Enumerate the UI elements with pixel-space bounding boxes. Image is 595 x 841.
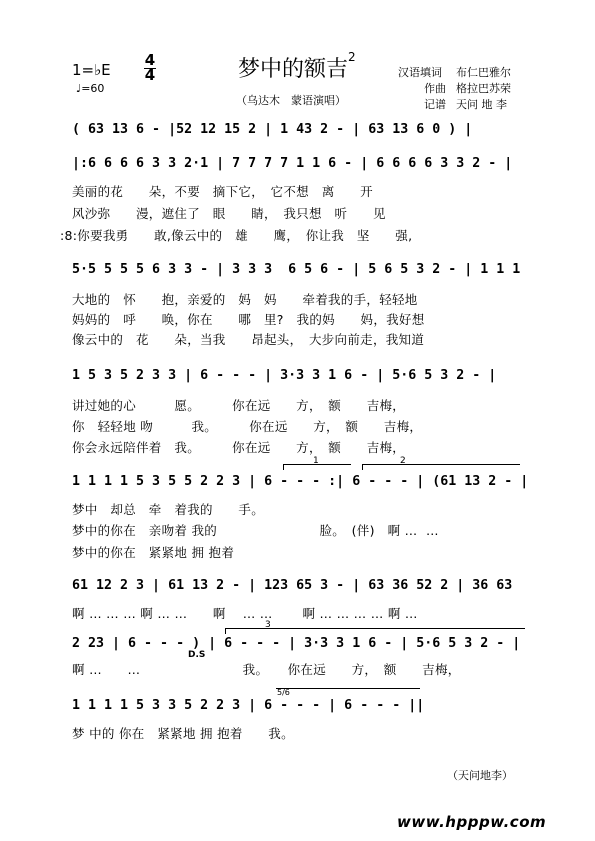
lyric-line-6: 啊 … … 我。 你在远 方， 额 吉梅， (72, 662, 461, 677)
lyric-line-7: 梦 中的 你在 紧紧地 拥 抱着 我。 (72, 726, 294, 741)
website-watermark: www.hpppw.com (397, 813, 547, 831)
ending-2-number: 2 (400, 456, 406, 466)
music-line-5: 1 1 1 1 5 3 5 5 2 2 3 | 6 - - - :| 6 - - - | (61 13 2 - | (72, 474, 529, 489)
title-superscript: 2 (348, 50, 356, 64)
lyric-line-4-verse-2: 梦中的你在 亲吻着 我的 脸。 (伴) 啊 … … (72, 523, 439, 538)
ending-3-number: 3 (265, 620, 271, 630)
credit-value-composer: 格拉巴苏荣 (456, 82, 511, 95)
lyric-line-3-verse-3: 你会永远陪伴着 我。 你在远 方， 额 吉梅， (72, 440, 406, 455)
fermata-number: 5/6 (277, 688, 290, 697)
music-line-3: 5·5 5 5 5 6 3 3 - | 3 3 3 6 5 6 - | 5 6 5 3 2 - | 1 1 1 (72, 262, 521, 277)
music-line-4: 1 5 3 5 2 3 3 | 6 - - - | 3·3 3 1 6 - | 5·6 5 3 2 - | (72, 368, 497, 383)
final-slur (276, 688, 420, 689)
credit-value-transcriber: 天问 地 李 (456, 98, 507, 111)
music-line-6: 61 12 2 3 | 61 13 2 - | 123 65 3 - | 63 36 52 2 | 36 63 (72, 578, 513, 593)
music-line-7: 2 23 | 6 - - - ) | 6 - - - | 3·3 3 1 6 - | 5·6 5 3 2 - | (72, 636, 521, 651)
lyric-line-5: 啊 … … … 啊 … … 啊 … … 啊 … … … … 啊 … (72, 606, 418, 621)
lyric-line-2-verse-1: 大地的 怀 抱，亲爱的 妈 妈 牵着我的手，轻轻地 (72, 292, 418, 307)
credit-label-composer: 作曲 (424, 82, 446, 95)
lyric-line-4-verse-3: 梦中的你在 紧紧地 拥 抱着 (72, 545, 235, 560)
lyric-line-3-verse-1: 讲过她的心 愿。 你在远 方， 额 吉梅， (72, 398, 406, 413)
key-signature: 1=♭E (72, 61, 111, 79)
signature: （天问地李） (447, 769, 513, 782)
ds-mark: D.S (188, 650, 206, 660)
lyric-line-4-verse-1: 梦中 却总 牵 着我的 手。 (72, 502, 265, 517)
music-line-8: 1 1 1 1 5 3 3 5 2 2 3 | 6 - - - | 6 - - - || (72, 698, 425, 713)
lyric-line-2-verse-2: 妈妈的 呼 唤，你在 哪 里? 我的妈 妈，我好想 (72, 312, 425, 327)
music-line-2: |:6 6 6 6 3 3 2·1 | 7 7 7 7 1 1 6 - | 6 6 6 6 3 3 2 - | (72, 156, 513, 171)
tempo-marking: ♩=60 (76, 82, 105, 95)
lyric-line-2-verse-3: 像云中的 花 朵，当我 昂起头， 大步向前走，我知道 (72, 332, 425, 347)
ending-1-tick (283, 464, 284, 470)
ending-2-tick (362, 464, 363, 470)
song-title-text: 梦中的额吉 (238, 57, 349, 82)
lyric-line-1-verse-1: 美丽的花 朵，不要 摘下它， 它不想 离 开 (72, 184, 373, 199)
ending-1-number: 1 (313, 456, 319, 466)
credit-value-lyrics: 布仁巴雅尔 (456, 66, 511, 79)
time-bottom: 4 (144, 66, 156, 84)
time-top: 4 (144, 51, 156, 69)
credit-label-lyrics: 汉语填词 (398, 66, 442, 79)
time-signature (144, 51, 156, 84)
ending-2-bracket (362, 464, 520, 465)
lyric-line-1-verse-3: :8:你要我勇 敢,像云中的 雄 鹰， 你让我 坚 强, (60, 228, 413, 243)
credit-label-transcriber: 记谱 (424, 98, 446, 111)
music-line-1: ( 63 13 6 - |52 12 15 2 | 1 43 2 - | 63 13 6 0 ) | (72, 122, 473, 137)
lyric-line-3-verse-2: 你 轻轻地 吻 我。 你在远 方， 额 吉梅， (72, 419, 423, 434)
ending-3-tick (225, 628, 226, 634)
lyric-line-1-verse-2: 风沙弥 漫，遮住了 眼 睛， 我只想 听 见 (72, 206, 386, 221)
song-title (238, 52, 356, 83)
song-subtitle: （乌达木 蒙语演唱） (236, 94, 346, 107)
